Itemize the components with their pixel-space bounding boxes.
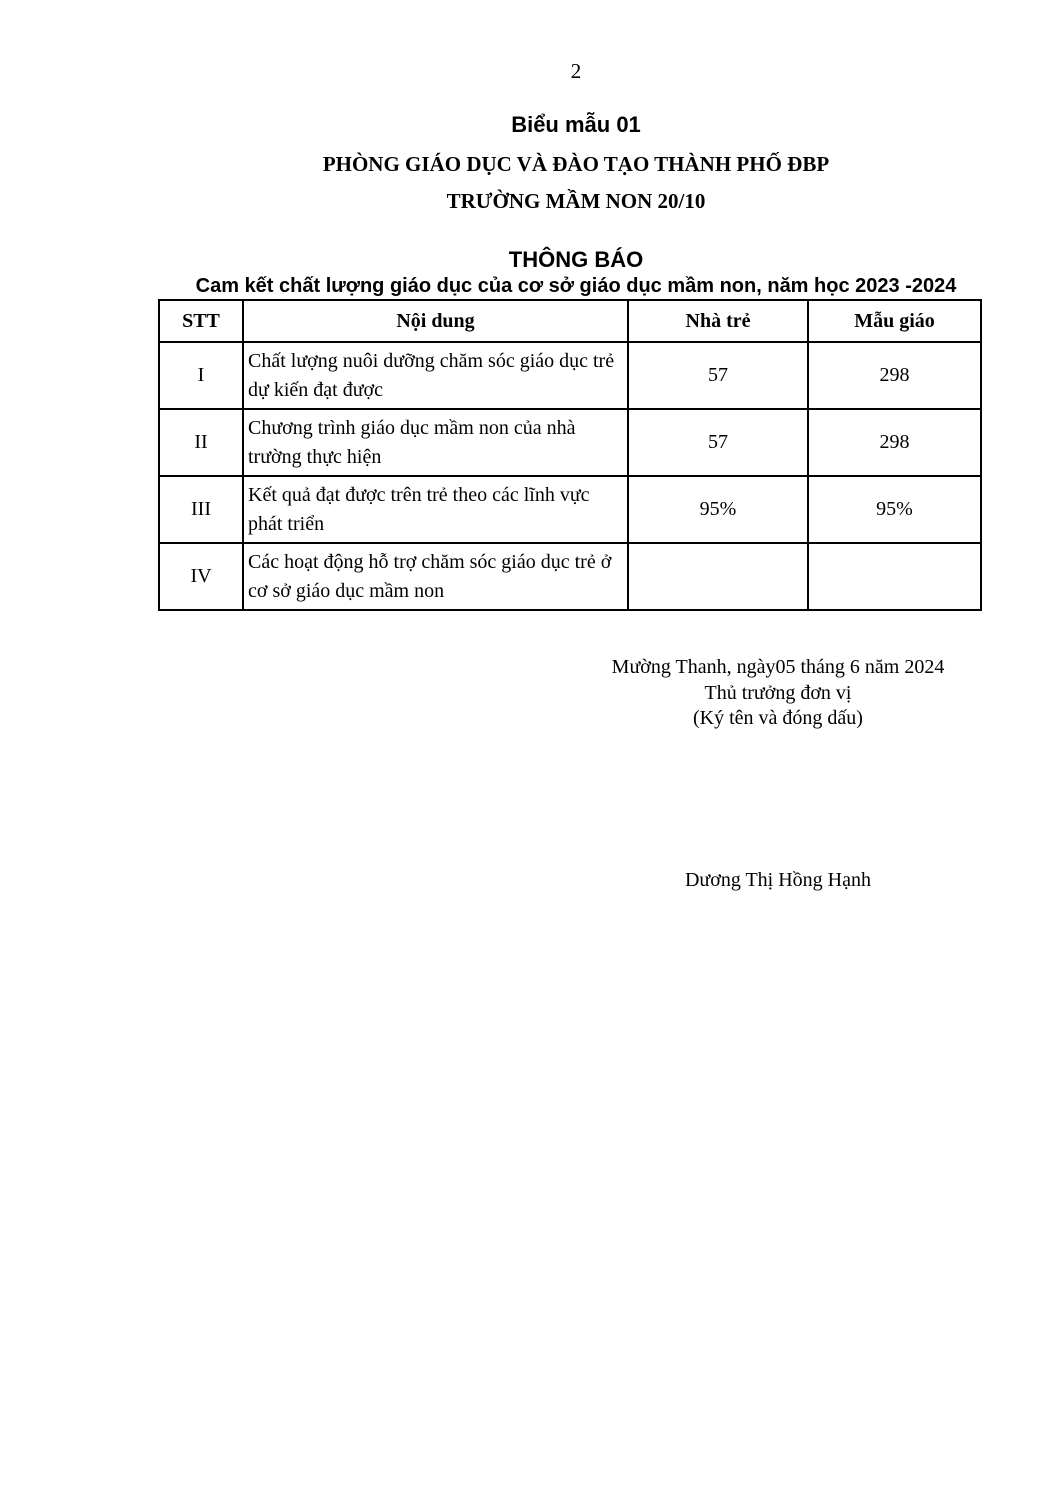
form-label: Biểu mẫu 01 — [511, 112, 641, 137]
signer-name: Dương Thị Hồng Hạnh — [684, 868, 872, 891]
table-row — [159, 342, 981, 409]
row-nha-tre: 95% — [628, 476, 808, 543]
signature-note: (Ký tên và đóng dấu) — [693, 707, 863, 729]
row-stt: II — [159, 409, 243, 476]
table-row — [159, 543, 981, 610]
place-date-line: Mường Thanh, ngày05 tháng 6 năm 2024 — [611, 656, 945, 678]
header-mau-giao: Mẫu giáo — [808, 300, 981, 342]
row-content: Chất lượng nuôi dưỡng chăm sóc giáo dục trẻ dự kiến đạt được — [243, 342, 628, 409]
row-stt: I — [159, 342, 243, 409]
row-stt: III — [159, 476, 243, 543]
row-mau-giao: 298 — [808, 342, 981, 409]
row-nha-tre: 57 — [628, 409, 808, 476]
signer-title: Thủ trưởng đơn vị — [704, 681, 852, 704]
row-content: Kết quả đạt được trên trẻ theo các lĩnh vực phát triển — [243, 476, 628, 543]
header-nha-tre: Nhà trẻ — [628, 300, 808, 342]
department-name: PHÒNG GIÁO DỤC VÀ ĐÀO TẠO THÀNH PHỐ ĐBP — [322, 152, 830, 176]
notice-title: THÔNG BÁO — [508, 247, 644, 272]
row-stt: IV — [159, 543, 243, 610]
table-row — [159, 476, 981, 543]
signature-block — [558, 655, 998, 732]
row-nha-tre — [628, 543, 808, 610]
row-mau-giao: 298 — [808, 409, 981, 476]
row-mau-giao: 95% — [808, 476, 981, 543]
row-nha-tre: 57 — [628, 342, 808, 409]
table-header-row — [159, 300, 981, 342]
page-number: 2 — [570, 59, 582, 83]
header-stt: STT — [159, 300, 243, 342]
row-content: Chương trình giáo dục mầm non của nhà trường thực hiện — [243, 409, 628, 476]
row-content: Các hoạt động hỗ trợ chăm sóc giáo dục trẻ ở cơ sở giáo dục mầm non — [243, 543, 628, 610]
school-name: TRƯỜNG MẦM NON 20/10 — [446, 189, 706, 213]
document-content — [160, 0, 992, 893]
header-noi-dung: Nội dung — [243, 300, 628, 342]
table-row — [159, 409, 981, 476]
commitment-table — [158, 299, 982, 611]
row-mau-giao — [808, 543, 981, 610]
notice-subtitle: Cam kết chất lượng giáo dục của cơ sở giáo dục mầm non, năm học 2023 -2024 — [195, 275, 957, 297]
